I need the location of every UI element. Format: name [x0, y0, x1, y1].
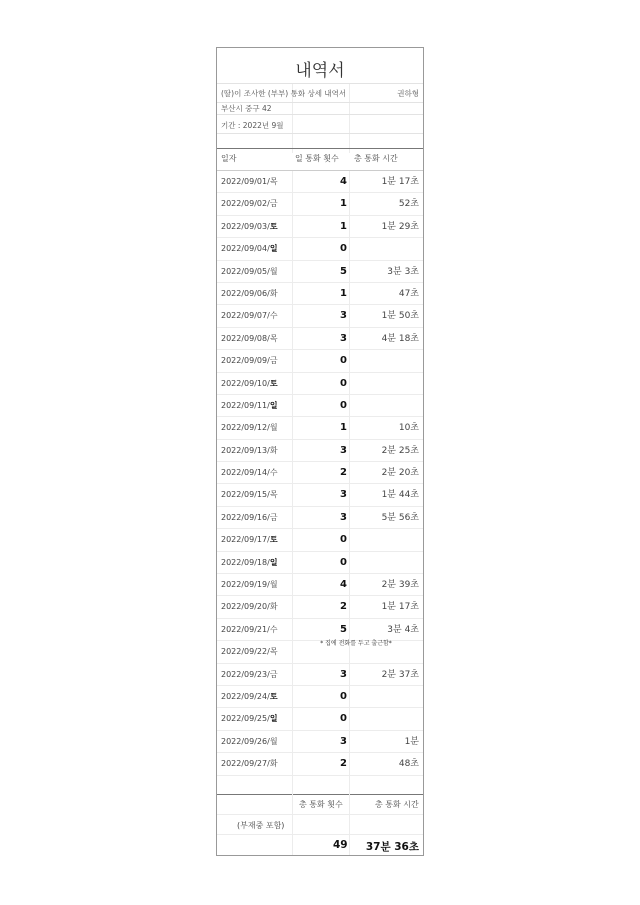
table-row	[217, 753, 423, 775]
row-call-duration: 2분 20초	[381, 468, 419, 479]
row-date-value: 2022/09/15/	[221, 490, 270, 500]
row-date	[221, 574, 278, 596]
row-call-duration: 47초	[398, 288, 419, 299]
row-date-value: 2022/09/19/	[221, 580, 270, 590]
header-owner: 권하형	[397, 89, 419, 98]
row-weekday: 월	[269, 423, 278, 433]
call-log-table	[217, 171, 423, 776]
row-date-value: 2022/09/11/	[221, 400, 270, 410]
header-row-3	[217, 114, 423, 134]
row-weekday: 월	[269, 266, 278, 276]
row-call-duration: 1분 29초	[381, 221, 419, 232]
row-date-value: 2022/09/06/	[221, 288, 270, 298]
row-call-duration: 1분 44초	[381, 490, 419, 501]
row-call-duration: 52초	[398, 199, 419, 210]
row-weekday: 화	[269, 759, 278, 769]
row-call-count: 0	[340, 534, 347, 546]
row-date-value: 2022/09/02/	[221, 199, 270, 209]
row-date-value: 2022/09/12/	[221, 423, 270, 433]
row-call-count: 0	[340, 690, 347, 702]
table-row	[217, 484, 423, 506]
row-call-count: 3	[340, 489, 347, 501]
row-date	[221, 216, 278, 238]
row-call-duration: 48초	[398, 759, 419, 770]
row-weekday: 금	[269, 356, 278, 366]
column-header-duration: 총 통화 시간	[354, 154, 398, 163]
row-weekday: 월	[269, 580, 278, 590]
row-weekday: 토	[269, 691, 278, 701]
row-date	[221, 328, 278, 350]
row-call-duration: 3분 3초	[387, 266, 419, 277]
table-row	[217, 305, 423, 327]
row-call-duration: 1분	[404, 736, 419, 747]
row-call-count: 3	[340, 310, 347, 322]
row-weekday: 일	[269, 400, 278, 410]
table-row	[217, 417, 423, 439]
header-period: 기간 : 2022년 9월	[221, 121, 284, 130]
table-row	[217, 261, 423, 283]
row-date	[221, 417, 278, 439]
row-date	[221, 261, 278, 283]
row-weekday: 목	[269, 490, 278, 500]
row-note: * 집에 전화를 두고 출근함*	[320, 640, 392, 648]
row-date-value: 2022/09/09/	[221, 356, 270, 366]
row-call-count: 3	[340, 668, 347, 680]
column-header-date: 일자	[221, 154, 237, 163]
row-weekday: 화	[269, 288, 278, 298]
row-date	[221, 641, 278, 663]
row-date-value: 2022/09/23/	[221, 669, 270, 679]
row-call-duration: 2분 25초	[381, 445, 419, 456]
row-date-value: 2022/09/14/	[221, 468, 270, 478]
row-date-value: 2022/09/13/	[221, 445, 270, 455]
table-row	[217, 596, 423, 618]
row-call-duration: 10초	[398, 423, 419, 434]
table-row	[217, 216, 423, 238]
row-date-value: 2022/09/10/	[221, 378, 270, 388]
row-weekday: 수	[269, 311, 278, 321]
row-call-count: 0	[340, 713, 347, 725]
row-date	[221, 440, 278, 462]
row-call-duration: 3분 4초	[387, 624, 419, 635]
summary-duration-label: 총 통화 시간	[375, 800, 419, 809]
table-row	[217, 574, 423, 596]
table-row	[217, 373, 423, 395]
row-date	[221, 171, 278, 193]
row-weekday: 금	[269, 199, 278, 209]
header-address: 부산시 중구 42	[221, 104, 272, 113]
row-call-duration: 4분 18초	[381, 333, 419, 344]
row-call-count: 0	[340, 556, 347, 568]
row-date	[221, 507, 278, 529]
row-weekday: 금	[269, 512, 278, 522]
row-date-value: 2022/09/27/	[221, 759, 270, 769]
table-row	[217, 731, 423, 753]
row-weekday: 화	[269, 445, 278, 455]
row-call-count: 5	[340, 265, 347, 277]
row-date-value: 2022/09/04/	[221, 244, 270, 254]
row-call-count: 2	[340, 758, 347, 770]
table-row	[217, 440, 423, 462]
row-weekday: 수	[269, 468, 278, 478]
row-date	[221, 619, 278, 641]
table-row	[217, 238, 423, 260]
row-date	[221, 708, 278, 730]
row-call-count: 0	[340, 355, 347, 367]
table-row	[217, 283, 423, 305]
row-date-value: 2022/09/07/	[221, 311, 270, 321]
row-date-value: 2022/09/18/	[221, 557, 270, 567]
row-date-value: 2022/09/21/	[221, 624, 270, 634]
row-date-value: 2022/09/26/	[221, 736, 270, 746]
column-header-count: 일 통화 횟수	[295, 154, 339, 163]
row-weekday: 목	[269, 647, 278, 657]
row-call-count: 1	[340, 220, 347, 232]
row-date	[221, 305, 278, 327]
row-call-duration: 1분 17초	[381, 177, 419, 187]
row-call-count: 4	[340, 176, 347, 187]
row-date	[221, 664, 278, 686]
row-call-count: 3	[340, 332, 347, 344]
summary-separator	[217, 794, 423, 795]
row-call-duration: 1분 50초	[381, 311, 419, 322]
table-row	[217, 552, 423, 574]
row-call-duration: 2분 39초	[381, 580, 419, 591]
row-weekday: 일	[269, 714, 278, 724]
row-call-count: 1	[340, 422, 347, 434]
row-weekday: 일	[269, 244, 278, 254]
row-date-value: 2022/09/16/	[221, 512, 270, 522]
row-call-duration: 1분 17초	[381, 602, 419, 613]
row-call-count: 4	[340, 579, 347, 591]
row-date-value: 2022/09/17/	[221, 535, 270, 545]
table-row	[217, 686, 423, 708]
summary-total-count: 49	[333, 839, 348, 851]
row-date-value: 2022/09/03/	[221, 221, 270, 231]
row-date-value: 2022/09/01/	[221, 177, 270, 186]
row-call-duration: 5분 56초	[381, 512, 419, 523]
row-date	[221, 373, 278, 395]
table-row	[217, 641, 423, 663]
row-date-value: 2022/09/22/	[221, 647, 270, 657]
row-date-value: 2022/09/25/	[221, 714, 270, 724]
row-weekday: 토	[269, 378, 278, 388]
table-row	[217, 193, 423, 215]
header-row-1	[217, 83, 423, 103]
row-weekday: 수	[269, 624, 278, 634]
table-row	[217, 462, 423, 484]
summary-total-duration: 37분 36초	[365, 841, 419, 853]
row-date	[221, 596, 278, 618]
row-date-value: 2022/09/08/	[221, 333, 270, 343]
table-row	[217, 328, 423, 350]
row-call-count: 2	[340, 601, 347, 613]
row-date-value: 2022/09/20/	[221, 602, 270, 612]
row-call-count: 1	[340, 198, 347, 210]
row-call-count: 1	[340, 287, 347, 299]
row-weekday: 목	[269, 333, 278, 343]
table-row	[217, 529, 423, 551]
row-call-count: 3	[340, 735, 347, 747]
table-row	[217, 664, 423, 686]
table-row	[217, 350, 423, 372]
summary-count-label: 총 통화 횟수	[299, 800, 343, 809]
row-date	[221, 395, 278, 417]
row-date	[221, 529, 278, 551]
header-subtitle: (딸)이 조사한 (부부) 통화 상세 내역서	[221, 89, 347, 98]
document-title: 내역서	[295, 61, 345, 81]
row-date	[221, 283, 278, 305]
row-weekday: 화	[269, 602, 278, 612]
row-call-count: 3	[340, 511, 347, 523]
statement-sheet	[216, 47, 424, 856]
summary-note: (부재중 포함)	[237, 821, 285, 830]
row-date-value: 2022/09/24/	[221, 691, 270, 701]
row-weekday: 목	[269, 177, 278, 186]
row-weekday: 월	[269, 736, 278, 746]
row-date-value: 2022/09/05/	[221, 266, 270, 276]
row-date	[221, 238, 278, 260]
table-row	[217, 708, 423, 730]
row-date	[221, 731, 278, 753]
table-row	[217, 507, 423, 529]
row-date	[221, 552, 278, 574]
row-call-count: 5	[340, 623, 347, 635]
row-date	[221, 193, 278, 215]
row-call-count: 3	[340, 444, 347, 456]
row-date	[221, 350, 278, 372]
row-call-count: 0	[340, 399, 347, 411]
row-call-count: 0	[340, 377, 347, 389]
row-date	[221, 686, 278, 708]
row-call-duration: 2분 37초	[381, 669, 419, 680]
row-date	[221, 484, 278, 506]
table-row	[217, 171, 423, 193]
row-weekday: 일	[269, 557, 278, 567]
row-weekday: 토	[269, 221, 278, 231]
row-call-count: 0	[340, 243, 347, 255]
row-call-count: 2	[340, 467, 347, 479]
table-row	[217, 395, 423, 417]
row-weekday: 토	[269, 535, 278, 545]
row-date	[221, 753, 278, 775]
row-weekday: 금	[269, 669, 278, 679]
row-date	[221, 462, 278, 484]
